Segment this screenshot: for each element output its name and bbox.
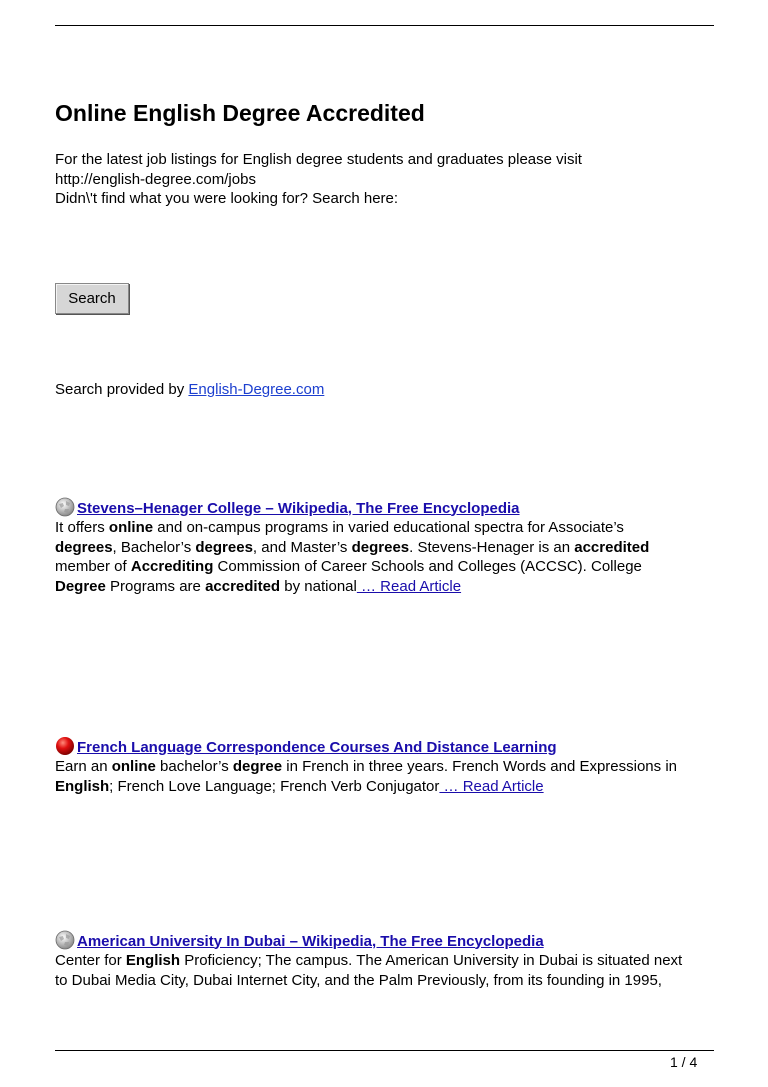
intro-text <box>55 150 582 209</box>
page-title: Online English Degree Accredited <box>55 100 425 126</box>
article-title-row <box>55 737 715 757</box>
top-rule <box>55 25 714 26</box>
english-degree-link[interactable]: English-Degree.com <box>188 381 325 398</box>
provided-by-label: Search provided by <box>55 381 189 398</box>
bottom-rule <box>55 1050 714 1051</box>
article-title-row <box>55 498 715 518</box>
intro-line-search-prompt: Didn\'t find what you were looking for? Search here: <box>55 190 399 207</box>
article-title-row <box>55 931 715 951</box>
article-item: French Language Correspondence Courses And Distance Learning Earn an online bachelor’s degree in French in three years. French Words and Expressions in English; French Love Language; French Verb Conjugator … Read Article <box>55 737 715 796</box>
page-number: 1 / 4 <box>670 1054 698 1070</box>
intro-line-url: http://english-degree.com/jobs <box>55 170 256 188</box>
article-title-link[interactable]: French Language Correspondence Courses And Distance Learning <box>77 738 557 756</box>
read-article-link[interactable]: … Read Article <box>439 777 544 795</box>
article-item: American University In Dubai – Wikipedia, The Free Encyclopedia Center for English Proficiency; The campus. The American University in Dubai is situated next to Dubai Media City, Dubai Internet City, and the Palm Previously, from its founding in 1995, <box>55 931 715 990</box>
intro-line-jobs: For the latest job listings for English degree students and graduates please visit <box>55 151 582 168</box>
article-title-link[interactable]: Stevens–Henager College – Wikipedia, The Free Encyclopedia <box>77 499 520 517</box>
search-provided-by <box>55 380 324 400</box>
wikipedia-globe-icon <box>55 497 75 517</box>
wikipedia-globe-icon <box>55 930 75 950</box>
search-button[interactable]: Search <box>55 283 129 314</box>
article-title-link[interactable]: American University In Dubai – Wikipedia, The Free Encyclopedia <box>77 932 544 950</box>
article-item: Stevens–Henager College – Wikipedia, The Free Encyclopedia It offers online and on-campus programs in varied educational spectra for Associate’s degrees, Bachelor’s degrees, and Master’s degrees. Stevens-Henager is an accredited member of Accrediting Commission of Career Schools and Colleges (ACCSC). College Degree Programs are accredited by national … Read Article <box>55 498 715 596</box>
red-ball-icon <box>55 736 75 756</box>
read-article-link[interactable]: … Read Article <box>356 577 462 595</box>
